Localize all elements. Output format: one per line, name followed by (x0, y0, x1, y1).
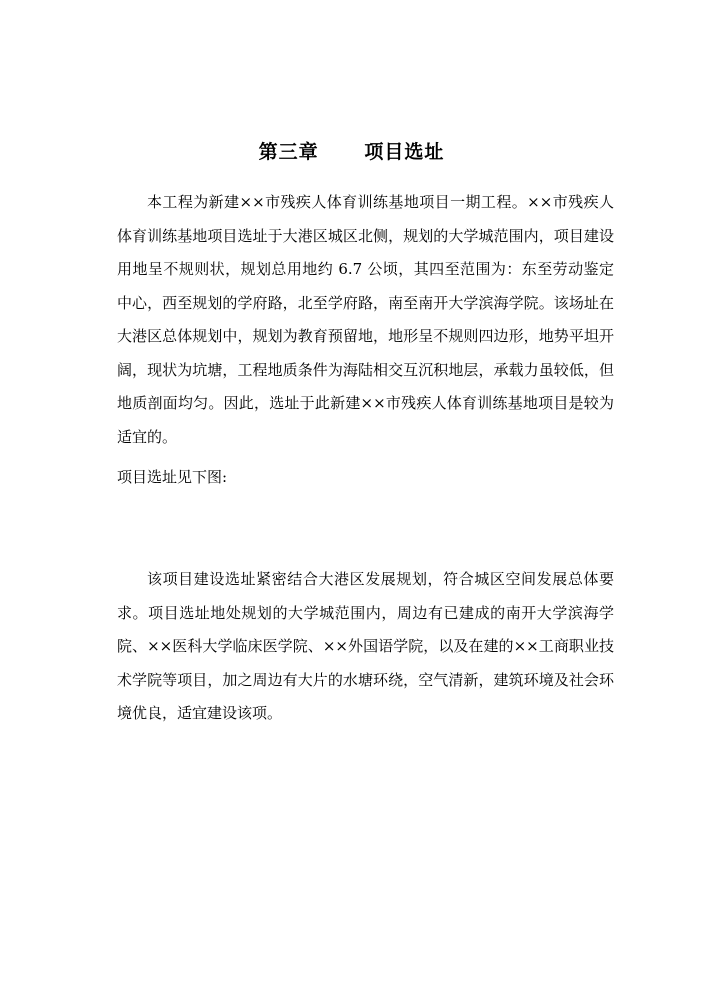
figure-reference-text: 项目选址见下图: (117, 468, 228, 486)
site-suitability-paragraph: 该项目建设选址紧密结合大港区发展规划，符合城区空间发展总体要求。项目选址地处规划的大学城范围内，周边有已建成的南开大学滨海学院、××医科大学临床医学院、××外国语学院，以及在建的××工商职业技术学院等项目，加之周边有大片的水塘环绕，空气清新，建筑环境及社会环境优良，适宜建设该项。 (117, 570, 614, 722)
site-description-paragraph: 本工程为新建××市残疾人体育训练基地项目一期工程。××市残疾人体育训练基地项目选址于大港区城区北侧，规划的大学城范围内，项目建设用地呈不规则状，规划总用地约 6.7 公顷，其四至范围为：东至劳动鉴定中心，西至规划的学府路，北至学府路，南至南开大学滨海学院。该场址在大港区总体规划中，规划为教育预留地，地形呈不规则四边形，地势平坦开阔，现状为坑塘，工程地质条件为海陆相交互沉积地层，承载力虽较低，但地质剖面均匀。因此，选址于此新建××市残疾人体育训练基地项目是较为适宜的。 (117, 193, 614, 446)
chapter-title: 第三章 项目选址 (258, 140, 445, 163)
